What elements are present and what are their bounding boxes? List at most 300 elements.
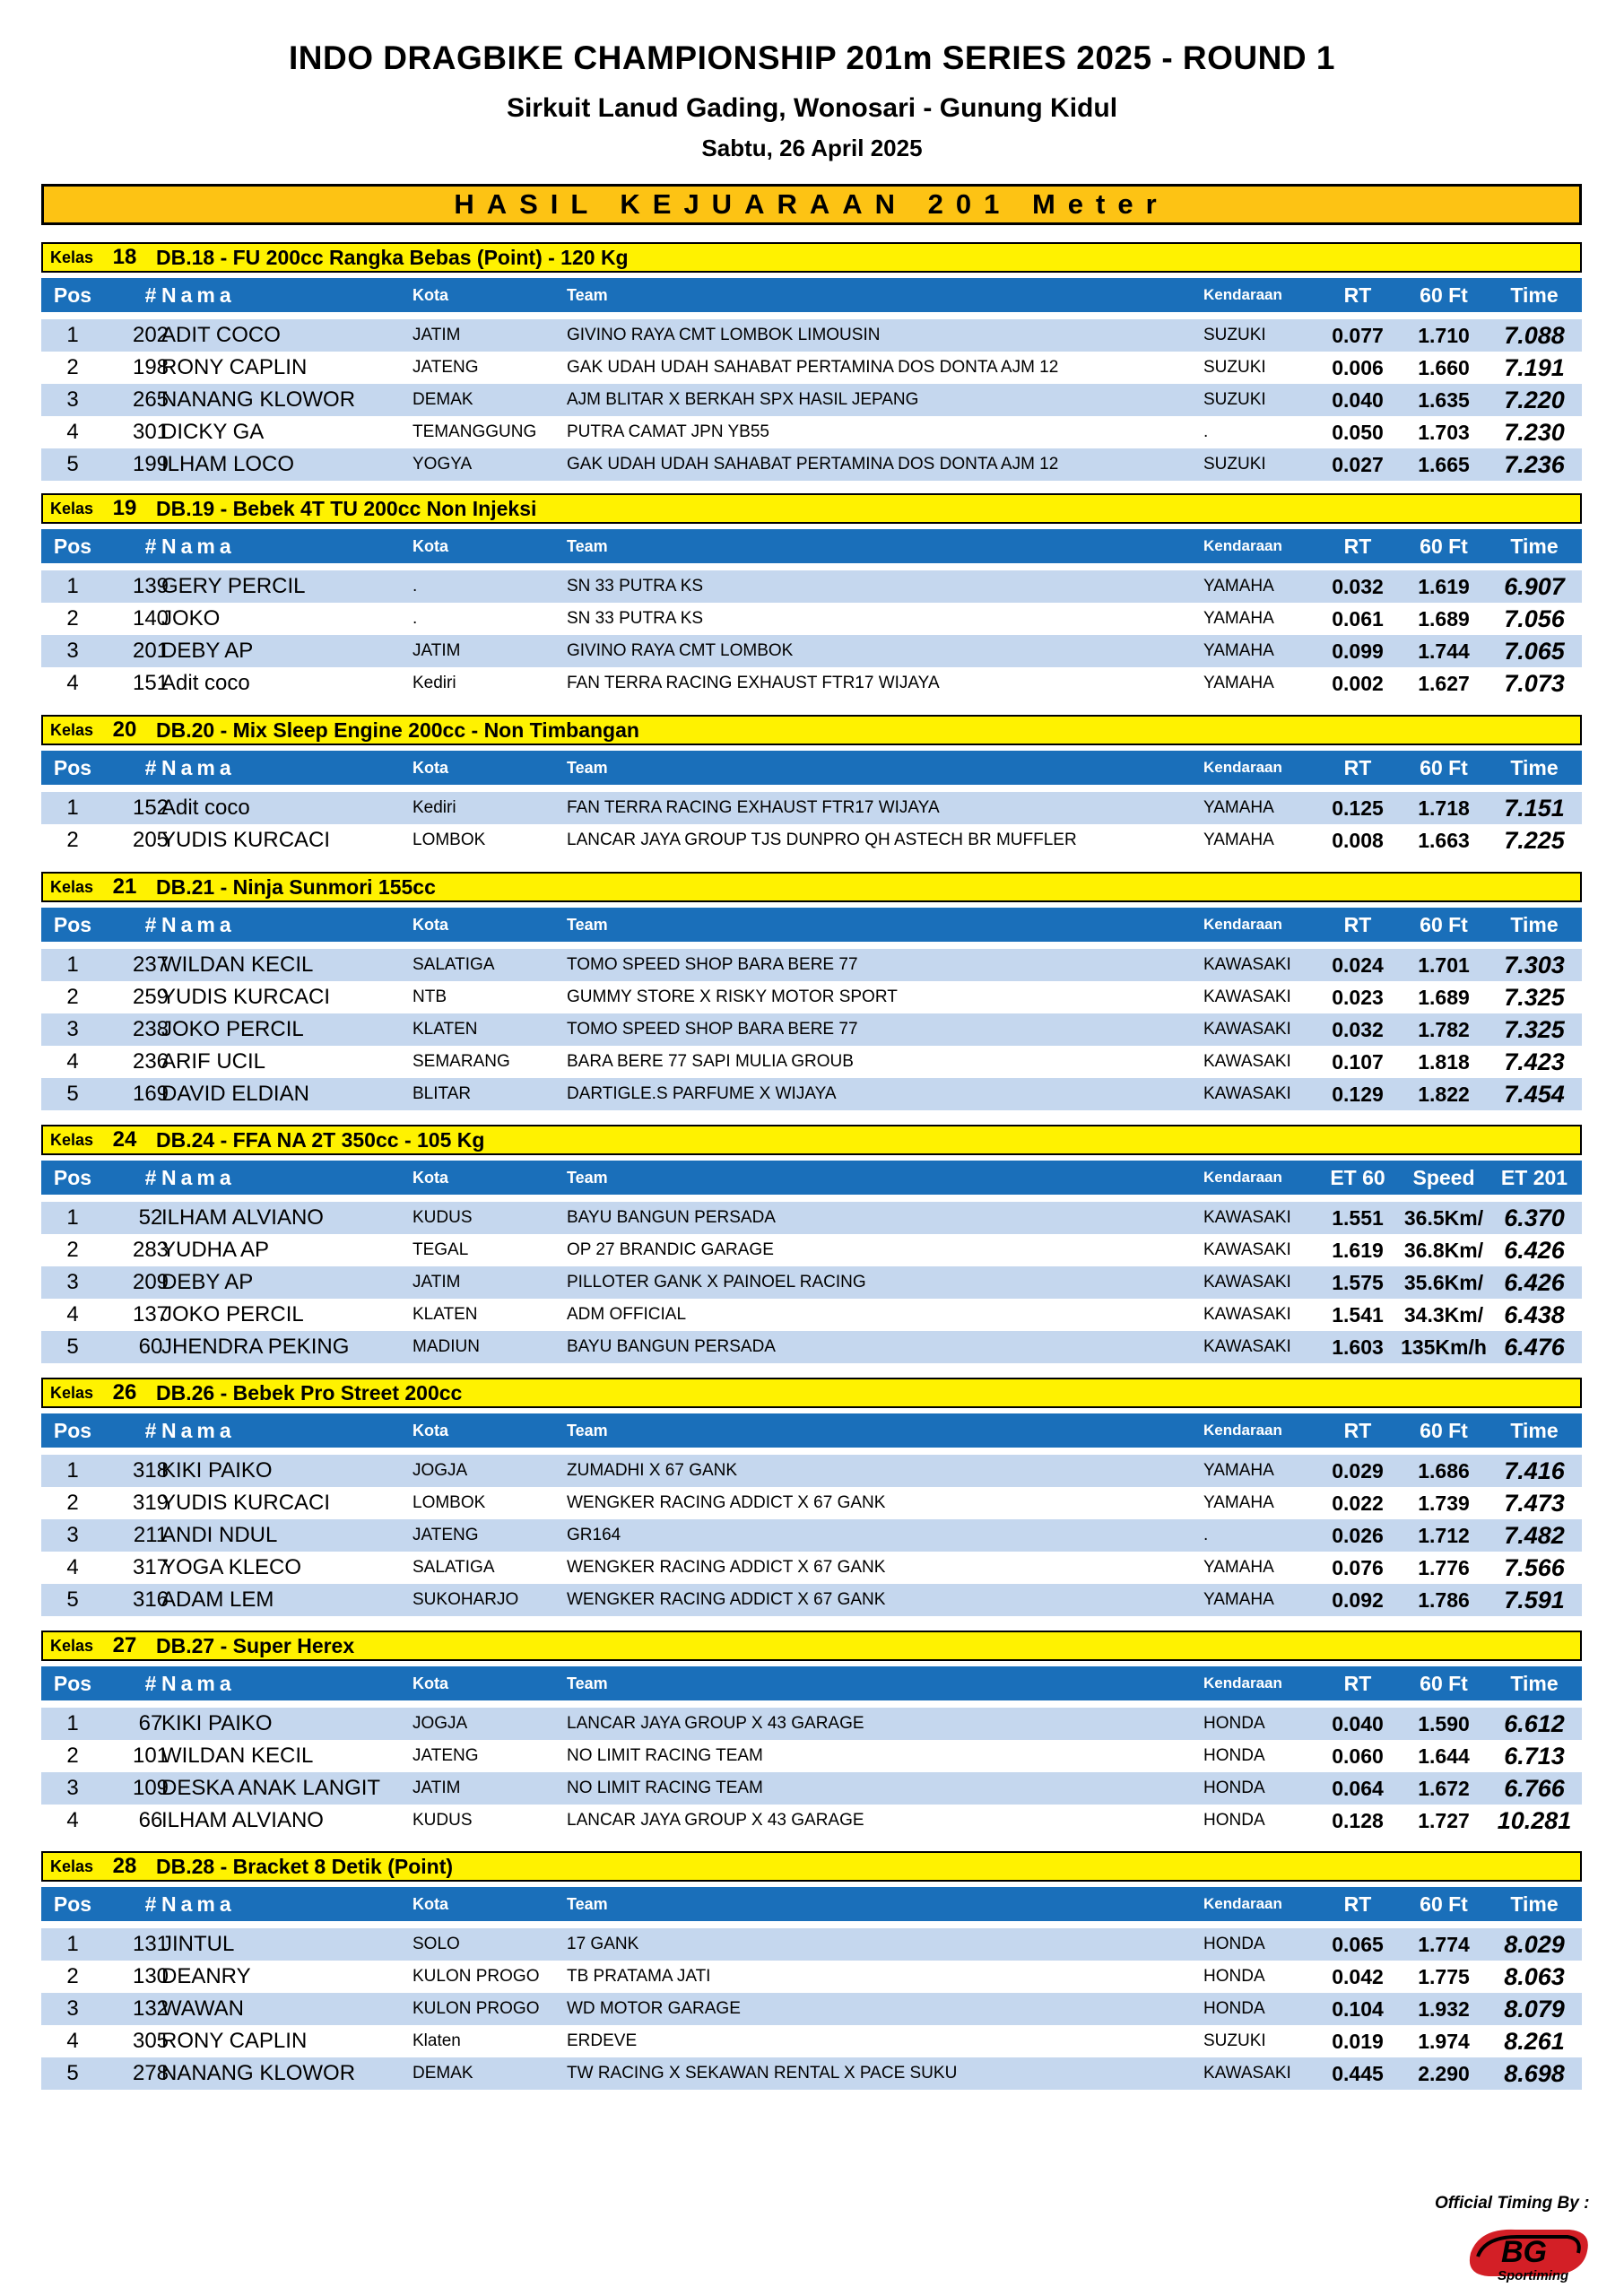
cell-kendaraan: KAWASAKI — [1203, 1020, 1291, 1039]
cell-kota: TEGAL — [413, 1240, 469, 1259]
cell-c1: 0.077 — [1332, 324, 1384, 347]
column-header-row — [41, 1887, 1582, 1921]
cell-c3: 7.416 — [1504, 1457, 1565, 1484]
cell-team: GIVINO RAYA CMT LOMBOK LIMOUSIN — [567, 326, 881, 344]
cell-num: 151 — [132, 671, 169, 695]
cell-c3: 7.065 — [1504, 638, 1565, 665]
logo-letters: BG — [1501, 2235, 1547, 2269]
cell-c1: 0.042 — [1332, 1965, 1384, 1988]
kelas-label: Kelas — [50, 1383, 94, 1402]
cell-kota: Kediri — [413, 798, 456, 817]
sportiming-logo — [1462, 2221, 1596, 2285]
cell-kendaraan: KAWASAKI — [1203, 1208, 1291, 1227]
class-title-bar — [41, 1851, 1582, 1882]
cell-nama: KIKI PAIKO — [161, 1711, 273, 1735]
cell-c2: 1.786 — [1418, 1588, 1470, 1612]
cell-pos: 3 — [66, 1996, 79, 2021]
cell-team: AJM BLITAR X BERKAH SPX HASIL JEPANG — [567, 390, 919, 409]
cell-nama: JOKO — [161, 606, 221, 631]
cell-num: 236 — [132, 1049, 169, 1074]
column-header-c1: RT — [1343, 1419, 1372, 1442]
cell-kota: JATIM — [413, 1273, 461, 1292]
cell-kota: JOGJA — [413, 1461, 468, 1480]
table-row — [41, 1961, 1582, 1993]
class-title-bar — [41, 1378, 1582, 1408]
column-header-kendaraan: Kendaraan — [1203, 537, 1282, 554]
table-row — [41, 949, 1582, 981]
cell-pos: 4 — [66, 420, 79, 444]
cell-num: 199 — [132, 452, 169, 476]
cell-c2: 1.689 — [1418, 607, 1470, 631]
cell-kendaraan: HONDA — [1203, 1999, 1265, 2018]
column-header-kota: Kota — [413, 537, 448, 555]
cell-c3: 7.482 — [1504, 1522, 1565, 1549]
cell-team: LANCAR JAYA GROUP X 43 GARAGE — [567, 1714, 864, 1733]
table-row — [41, 603, 1582, 635]
column-header-c2: 60 Ft — [1420, 1672, 1468, 1695]
column-header-kota: Kota — [413, 1422, 448, 1439]
column-header-c1: RT — [1343, 283, 1372, 307]
cell-nama: DEBY AP — [161, 639, 254, 663]
cell-kendaraan: KAWASAKI — [1203, 2064, 1291, 2083]
results-banner: HASIL KEJUARAAN 201 Meter — [41, 184, 1582, 225]
cell-c1: 0.029 — [1332, 1459, 1384, 1483]
results-rows — [41, 1195, 1582, 1363]
cell-kendaraan: KAWASAKI — [1203, 1240, 1291, 1259]
cell-c2: 1.712 — [1418, 1524, 1470, 1547]
cell-pos: 4 — [66, 1808, 79, 1832]
column-header-row — [41, 1666, 1582, 1700]
table-row — [41, 667, 1582, 700]
cell-num: 198 — [132, 355, 169, 379]
cell-nama: WILDAN KECIL — [161, 1744, 314, 1768]
column-header-nama: Nama — [161, 756, 236, 779]
results-rows — [41, 1700, 1582, 1837]
column-header-row — [41, 278, 1582, 312]
class-section — [41, 1378, 1582, 1616]
table-row — [41, 1993, 1582, 2025]
table-row — [41, 1299, 1582, 1331]
cell-nama: Adit coco — [161, 796, 250, 820]
column-header-kendaraan: Kendaraan — [1203, 1169, 1282, 1186]
cell-c3: 7.566 — [1504, 1554, 1565, 1581]
cell-kota: DEMAK — [413, 390, 473, 409]
results-rows — [41, 942, 1582, 1110]
cell-c1: 0.040 — [1332, 1712, 1384, 1735]
cell-c3: 7.325 — [1504, 1016, 1565, 1043]
column-header-nama: Nama — [161, 1166, 236, 1189]
cell-c2: 1.619 — [1418, 575, 1470, 598]
cell-num: 132 — [132, 1996, 169, 2021]
cell-team: WENGKER RACING ADDICT X 67 GANK — [567, 1558, 886, 1577]
cell-pos: 4 — [66, 1302, 79, 1326]
cell-team: FAN TERRA RACING EXHAUST FTR17 WIJAYA — [567, 674, 940, 692]
cell-pos: 5 — [66, 1335, 79, 1359]
cell-nama: JOKO PERCIL — [161, 1302, 304, 1326]
cell-nama: YOGA KLECO — [161, 1555, 302, 1579]
column-header-num: # — [144, 535, 157, 558]
class-section — [41, 715, 1582, 857]
column-header-num: # — [144, 1166, 157, 1189]
cell-kendaraan: SUZUKI — [1203, 455, 1266, 474]
kelas-number: 24 — [112, 1127, 137, 1152]
table-row — [41, 792, 1582, 824]
cell-kota: JATENG — [413, 1526, 479, 1544]
official-timing-label: Official Timing By : — [1435, 2194, 1590, 2213]
table-row — [41, 570, 1582, 603]
cell-team: ADM OFFICIAL — [567, 1305, 687, 1324]
cell-nama: DEBY AP — [161, 1270, 254, 1294]
cell-num: 319 — [132, 1491, 169, 1515]
cell-c3: 6.907 — [1504, 573, 1565, 600]
cell-num: 139 — [132, 574, 169, 598]
cell-pos: 2 — [66, 985, 79, 1009]
column-header-kota: Kota — [413, 916, 448, 934]
table-row — [41, 384, 1582, 416]
results-rows — [41, 312, 1582, 481]
cell-team: TOMO SPEED SHOP BARA BERE 77 — [567, 1020, 858, 1039]
cell-pos: 1 — [66, 574, 79, 598]
cell-c2: 1.727 — [1418, 1809, 1470, 1832]
cell-c1: 1.603 — [1332, 1335, 1384, 1359]
cell-c3: 6.612 — [1504, 1710, 1565, 1737]
cell-kendaraan: . — [1203, 1526, 1209, 1544]
cell-nama: JHENDRA PEKING — [161, 1335, 350, 1359]
cell-team: WD MOTOR GARAGE — [567, 1999, 741, 2018]
table-row — [41, 2057, 1582, 2090]
results-rows — [41, 1448, 1582, 1616]
table-row — [41, 1805, 1582, 1837]
cell-team: BAYU BANGUN PERSADA — [567, 1337, 776, 1356]
column-header-team: Team — [567, 916, 608, 934]
cell-c2: 1.686 — [1418, 1459, 1470, 1483]
column-header-pos: Pos — [53, 1892, 92, 1916]
cell-c2: 1.775 — [1418, 1965, 1470, 1988]
class-name: DB.27 - Super Herex — [156, 1633, 355, 1657]
cell-kota: LOMBOK — [413, 831, 486, 849]
table-row — [41, 1013, 1582, 1046]
cell-kota: KLATEN — [413, 1020, 478, 1039]
cell-kota: KUDUS — [413, 1208, 473, 1227]
cell-kendaraan: YAMAHA — [1203, 609, 1274, 628]
cell-kendaraan: KAWASAKI — [1203, 1084, 1291, 1103]
column-header-num: # — [144, 1672, 157, 1695]
cell-pos: 2 — [66, 828, 79, 852]
cell-c3: 7.220 — [1504, 387, 1565, 413]
page-title: INDO DRAGBIKE CHAMPIONSHIP 201m SERIES 2025 - ROUND 1 — [289, 39, 1335, 76]
cell-c2: 1.703 — [1418, 421, 1470, 444]
cell-num: 278 — [132, 2061, 169, 2085]
cell-pos: 5 — [66, 452, 79, 476]
cell-team: TW RACING X SEKAWAN RENTAL X PACE SUKU — [567, 2064, 958, 2083]
cell-kendaraan: HONDA — [1203, 1967, 1265, 1986]
results-rows — [41, 563, 1582, 700]
cell-num: 52 — [138, 1205, 163, 1230]
cell-team: SN 33 PUTRA KS — [567, 577, 704, 596]
cell-c2: 1.627 — [1418, 672, 1470, 695]
cell-c2: 1.590 — [1418, 1712, 1470, 1735]
class-section — [41, 242, 1582, 481]
cell-c1: 0.092 — [1332, 1588, 1384, 1612]
cell-c2: 34.3Km/ — [1403, 1303, 1484, 1326]
cell-c2: 135Km/h — [1401, 1335, 1487, 1359]
kelas-number: 19 — [112, 496, 137, 520]
cell-c1: 0.104 — [1332, 1997, 1384, 2021]
cell-num: 130 — [132, 1964, 169, 1988]
cell-c2: 1.710 — [1418, 324, 1470, 347]
cell-num: 259 — [132, 985, 169, 1009]
cell-num: 238 — [132, 1017, 169, 1041]
cell-num: 152 — [132, 796, 169, 820]
column-header-c2: 60 Ft — [1420, 283, 1468, 307]
column-header-nama: Nama — [161, 283, 236, 307]
cell-c3: 7.151 — [1504, 795, 1565, 822]
class-section — [41, 1851, 1582, 2090]
cell-pos: 2 — [66, 355, 79, 379]
cell-team: OP 27 BRANDIC GARAGE — [567, 1240, 774, 1259]
cell-pos: 3 — [66, 1523, 79, 1547]
cell-num: 265 — [132, 387, 169, 412]
cell-team: PUTRA CAMAT JPN YB55 — [567, 422, 769, 441]
table-row — [41, 1740, 1582, 1772]
cell-c3: 6.426 — [1504, 1269, 1565, 1296]
cell-c1: 0.099 — [1332, 639, 1384, 663]
cell-num: 140 — [132, 606, 169, 631]
cell-kendaraan: YAMAHA — [1203, 577, 1274, 596]
cell-c1: 0.024 — [1332, 953, 1384, 977]
cell-c1: 0.040 — [1332, 388, 1384, 412]
cell-c3: 6.370 — [1504, 1205, 1565, 1231]
class-title-bar — [41, 1125, 1582, 1155]
cell-c2: 1.665 — [1418, 453, 1470, 476]
cell-c1: 0.027 — [1332, 453, 1384, 476]
cell-num: 137 — [132, 1302, 169, 1326]
cell-kota: JATIM — [413, 641, 461, 660]
cell-c2: 1.822 — [1418, 1083, 1470, 1106]
cell-team: BARA BERE 77 SAPI MULIA GROUB — [567, 1052, 854, 1071]
cell-kota: SUKOHARJO — [413, 1590, 519, 1609]
table-row — [41, 1487, 1582, 1519]
table-row — [41, 1455, 1582, 1487]
column-header-pos: Pos — [53, 1672, 92, 1695]
cell-pos: 2 — [66, 1744, 79, 1768]
cell-kota: BLITAR — [413, 1084, 472, 1103]
kelas-number: 21 — [112, 874, 137, 899]
cell-c2: 35.6Km/ — [1403, 1271, 1484, 1294]
column-header-c3: Time — [1510, 1419, 1559, 1442]
cell-kota: . — [413, 609, 418, 628]
cell-c2: 36.5Km/ — [1403, 1206, 1484, 1230]
cell-team: SN 33 PUTRA KS — [567, 609, 704, 628]
cell-c3: 6.766 — [1504, 1775, 1565, 1802]
cell-c1: 1.551 — [1332, 1206, 1384, 1230]
kelas-label: Kelas — [50, 877, 94, 896]
table-row — [41, 319, 1582, 352]
cell-kendaraan: KAWASAKI — [1203, 955, 1291, 974]
column-header-team: Team — [567, 286, 608, 304]
cell-num: 237 — [132, 952, 169, 977]
column-header-pos: Pos — [53, 283, 92, 307]
column-header-c3: Time — [1510, 535, 1559, 558]
class-title-bar — [41, 493, 1582, 524]
class-name: DB.18 - FU 200cc Rangka Bebas (Point) - 120 Kg — [156, 245, 629, 269]
column-header-nama: Nama — [161, 535, 236, 558]
table-row — [41, 416, 1582, 448]
cell-num: 60 — [138, 1335, 163, 1359]
cell-c1: 0.125 — [1332, 796, 1384, 820]
cell-c2: 1.672 — [1418, 1777, 1470, 1800]
event-date: Sabtu, 26 April 2025 — [701, 135, 923, 161]
cell-c3: 7.073 — [1504, 670, 1565, 697]
cell-team: PILLOTER GANK X PAINOEL RACING — [567, 1273, 866, 1292]
cell-kendaraan: KAWASAKI — [1203, 1305, 1291, 1324]
column-header-team: Team — [567, 1169, 608, 1187]
cell-nama: YUDHA AP — [161, 1238, 270, 1262]
column-header-nama: Nama — [161, 913, 236, 936]
cell-nama: ADAM LEM — [161, 1587, 274, 1612]
cell-c2: 1.932 — [1418, 1997, 1470, 2021]
cell-nama: ILHAM LOCO — [161, 452, 295, 476]
cell-num: 283 — [132, 1238, 169, 1262]
cell-kota: LOMBOK — [413, 1493, 486, 1512]
cell-c1: 0.019 — [1332, 2030, 1384, 2053]
cell-kota: . — [413, 577, 418, 596]
cell-kota: JATENG — [413, 1746, 479, 1765]
cell-c2: 1.644 — [1418, 1744, 1470, 1768]
cell-team: WENGKER RACING ADDICT X 67 GANK — [567, 1590, 886, 1609]
cell-kota: KUDUS — [413, 1811, 473, 1830]
column-header-pos: Pos — [53, 913, 92, 936]
cell-nama: DEANRY — [161, 1964, 251, 1988]
cell-nama: YUDIS KURCACI — [161, 828, 331, 852]
results-rows — [41, 785, 1582, 857]
cell-kota: JATENG — [413, 358, 479, 377]
cell-pos: 1 — [66, 796, 79, 820]
cell-pos: 1 — [66, 323, 79, 347]
cell-c3: 7.225 — [1504, 827, 1565, 854]
cell-kota: JATIM — [413, 326, 461, 344]
cell-pos: 3 — [66, 1270, 79, 1294]
class-name: DB.24 - FFA NA 2T 350cc - 105 Kg — [156, 1127, 485, 1152]
cell-kendaraan: YAMAHA — [1203, 641, 1274, 660]
column-header-c1: ET 60 — [1330, 1166, 1385, 1189]
cell-c1: 0.026 — [1332, 1524, 1384, 1547]
cell-c1: 0.022 — [1332, 1492, 1384, 1515]
cell-pos: 2 — [66, 606, 79, 631]
cell-nama: KIKI PAIKO — [161, 1458, 273, 1483]
table-row — [41, 1519, 1582, 1552]
cell-c1: 0.060 — [1332, 1744, 1384, 1768]
cell-kendaraan: YAMAHA — [1203, 1493, 1274, 1512]
column-header-team: Team — [567, 1895, 608, 1913]
kelas-number: 26 — [112, 1380, 137, 1405]
column-header-nama: Nama — [161, 1892, 236, 1916]
cell-c1: 0.445 — [1332, 2062, 1384, 2085]
cell-c1: 0.008 — [1332, 829, 1384, 852]
cell-team: TOMO SPEED SHOP BARA BERE 77 — [567, 955, 858, 974]
cell-num: 316 — [132, 1587, 169, 1612]
table-row — [41, 2025, 1582, 2057]
cell-kendaraan: SUZUKI — [1203, 2031, 1266, 2050]
column-header-num: # — [144, 283, 157, 307]
class-name: DB.21 - Ninja Sunmori 155cc — [156, 874, 436, 899]
logo-subtext: Sportiming — [1498, 2268, 1569, 2283]
cell-c2: 1.663 — [1418, 829, 1470, 852]
cell-team: ERDEVE — [567, 2031, 638, 2050]
cell-c3: 8.698 — [1504, 2060, 1565, 2087]
cell-c1: 1.619 — [1332, 1239, 1384, 1262]
cell-num: 318 — [132, 1458, 169, 1483]
cell-c1: 0.023 — [1332, 986, 1384, 1009]
cell-c1: 0.006 — [1332, 356, 1384, 379]
column-header-row — [41, 529, 1582, 563]
cell-num: 202 — [132, 323, 169, 347]
results-rows — [41, 1921, 1582, 2090]
cell-c3: 8.261 — [1504, 2028, 1565, 2055]
class-name: DB.28 - Bracket 8 Detik (Point) — [156, 1854, 454, 1878]
cell-kendaraan: YAMAHA — [1203, 1558, 1274, 1577]
table-row — [41, 352, 1582, 384]
kelas-label: Kelas — [50, 1857, 94, 1875]
cell-pos: 1 — [66, 952, 79, 977]
cell-nama: ADIT COCO — [161, 323, 281, 347]
cell-c1: 0.065 — [1332, 1933, 1384, 1956]
cell-nama: DICKY GA — [161, 420, 265, 444]
cell-nama: RONY CAPLIN — [161, 355, 308, 379]
column-header-c3: Time — [1510, 913, 1559, 936]
column-header-num: # — [144, 756, 157, 779]
column-header-row — [41, 1161, 1582, 1195]
column-header-kota: Kota — [413, 759, 448, 777]
cell-kota: MADIUN — [413, 1337, 480, 1356]
class-title-bar — [41, 872, 1582, 902]
cell-c1: 0.061 — [1332, 607, 1384, 631]
cell-nama: RONY CAPLIN — [161, 2029, 308, 2053]
table-row — [41, 1928, 1582, 1961]
table-row — [41, 1584, 1582, 1616]
cell-kota: TEMANGGUNG — [413, 422, 537, 441]
cell-pos: 1 — [66, 1458, 79, 1483]
cell-nama: JINTUL — [161, 1932, 235, 1956]
column-header-team: Team — [567, 759, 608, 777]
cell-kendaraan: HONDA — [1203, 1714, 1265, 1733]
table-row — [41, 1772, 1582, 1805]
column-header-team: Team — [567, 1422, 608, 1439]
cell-kota: SEMARANG — [413, 1052, 510, 1071]
cell-c2: 1.689 — [1418, 986, 1470, 1009]
cell-kendaraan: HONDA — [1203, 1811, 1265, 1830]
cell-c2: 1.660 — [1418, 356, 1470, 379]
kelas-label: Kelas — [50, 248, 94, 266]
cell-kendaraan: HONDA — [1203, 1746, 1265, 1765]
column-header-c2: 60 Ft — [1420, 1892, 1468, 1916]
cell-c1: 1.541 — [1332, 1303, 1384, 1326]
kelas-label: Kelas — [50, 1130, 94, 1149]
cell-kendaraan: KAWASAKI — [1203, 987, 1291, 1006]
cell-pos: 2 — [66, 1238, 79, 1262]
column-header-c2: 60 Ft — [1420, 913, 1468, 936]
table-row — [41, 1552, 1582, 1584]
cell-team: LANCAR JAYA GROUP TJS DUNPRO QH ASTECH BR MUFFLER — [567, 831, 1077, 849]
cell-pos: 3 — [66, 639, 79, 663]
cell-c1: 0.002 — [1332, 672, 1384, 695]
cell-c2: 1.744 — [1418, 639, 1470, 663]
column-header-c3: Time — [1510, 1892, 1559, 1916]
table-row — [41, 981, 1582, 1013]
cell-c3: 6.713 — [1504, 1743, 1565, 1770]
kelas-number: 20 — [112, 718, 137, 742]
column-header-c3: Time — [1510, 1672, 1559, 1695]
